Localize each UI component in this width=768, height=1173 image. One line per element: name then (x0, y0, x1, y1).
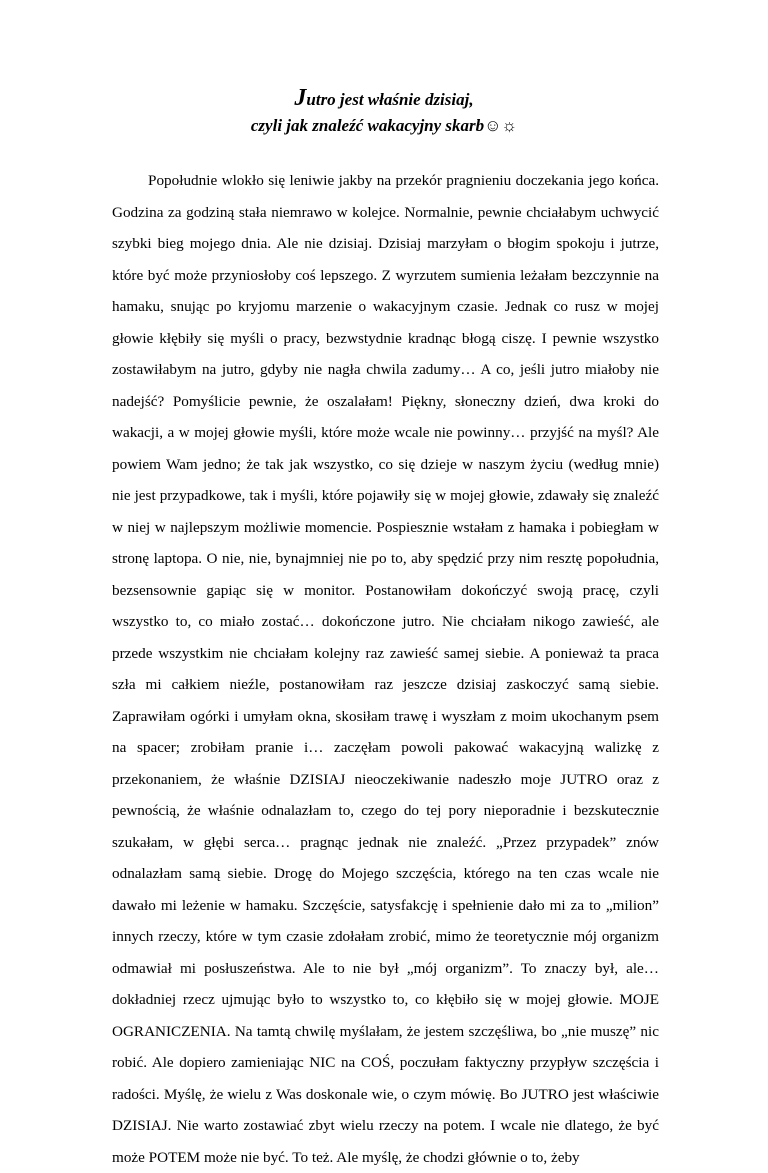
document-title (0, 84, 768, 114)
title-block (0, 84, 768, 138)
document-subtitle: czyli jak znaleźć wakacyjny skarb☺☼ (250, 116, 518, 135)
title-initial: J (294, 85, 307, 111)
body-paragraph: Popołudnie wlokło się leniwie jakby na przekór pragnieniu doczekania jego końca. Godzina za godziną stała niemrawo w kolejce. Normalnie, pewnie chciałabym uchwycić szybki bieg mojego dnia. Ale nie dzisiaj. Dzisiaj marzyłam o błogim spokoju i jutrze, które być może przyniosłoby coś lepszego. Z wyrzutem sumienia leżałam bezczynnie na hamaku, snując po kryjomu marzenie o wakacyjnym czasie. Jednak co rusz w mojej głowie kłębiły się myśli o pracy, bezwstydnie kradnąc błogą ciszę. I pewnie wszystko zostawiłabym na jutro, gdyby nie nagła chwila zadumy… A co, jeśli jutro miałoby nie nadejść? Pomyślicie pewnie, że oszalałam! Piękny, słoneczny dzień, dwa kroki do wakacji, a w mojej głowie myśli, które może wcale nie powinny… przyjść na myśl? Ale powiem Wam jedno; że tak jak wszystko, co się dzieje w naszym życiu (według mnie) nie jest przypadkowe, tak i myśli, które pojawiły się w mojej głowie, zdawały się znaleźć w niej w najlepszym możliwie momencie. Pospiesznie wstałam z hamaka i pobiegłam w stronę laptopa. O nie, nie, bynajmniej nie po to, aby spędzić przy nim resztę popołudnia, bezsensownie gapiąc się w monitor. Postanowiłam dokończyć swoją pracę, czyli wszystko to, co miało zostać… dokończone jutro. Nie chciałam nikogo zawieść, ale przede wszystkim nie chciałam kolejny raz zawieść samej siebie. A ponieważ ta praca szła mi całkiem nieźle, postanowiłam raz jeszcze dzisiaj zaskoczyć samą siebie. Zaprawiłam ogórki i umyłam okna, skosiłam trawę i wyszłam z moim ukochanym psem na spacer; zrobiłam pranie i… zaczęłam powoli pakować wakacyjną walizkę z przekonaniem, że właśnie DZISIAJ nieoczekiwanie nadeszło moje JUTRO oraz z pewnością, że właśnie odnalazłam to, czego do tej pory nieporadnie i bezskutecznie szukałam, w głębi serca… pragnąc jednak nie znaleźć. „Przez przypadek” znów odnalazłam samą siebie. Drogę do Mojego szczęścia, którego na ten czas wcale nie dawało mi leżenie w hamaku. Szczęście, satysfakcję i spełnienie dało mi za to „milion” innych rzeczy, które w tym czasie zdołałam zrobić, mimo że teoretycznie mój organizm odmawiał mi posłuszeństwa. Ale to nie był „mój organizm”. To znaczy był, ale… dokładniej rzecz ujmując było to wszystko to, co kłębiło się w mojej głowie. MOJE OGRANICZENIA. Na tamtą chwilę myślałam, że jestem szczęśliwa, bo „nie muszę” nic robić. Ale dopiero zamieniając NIC na COŚ, poczułam faktyczny przypływ szczęścia i radości. Myślę, że wielu z Was doskonale wie, o czym mówię. Bo JUTRO jest właściwie DZISIAJ. Nie warto zostawiać zbyt wielu rzeczy na potem. I wcale nie dlatego, że być może POTEM może nie być. To też. Ale myślę, że chodzi głównie o to, żeby (112, 172, 659, 1166)
title-rest: utro jest właśnie dzisiaj, (306, 90, 474, 109)
